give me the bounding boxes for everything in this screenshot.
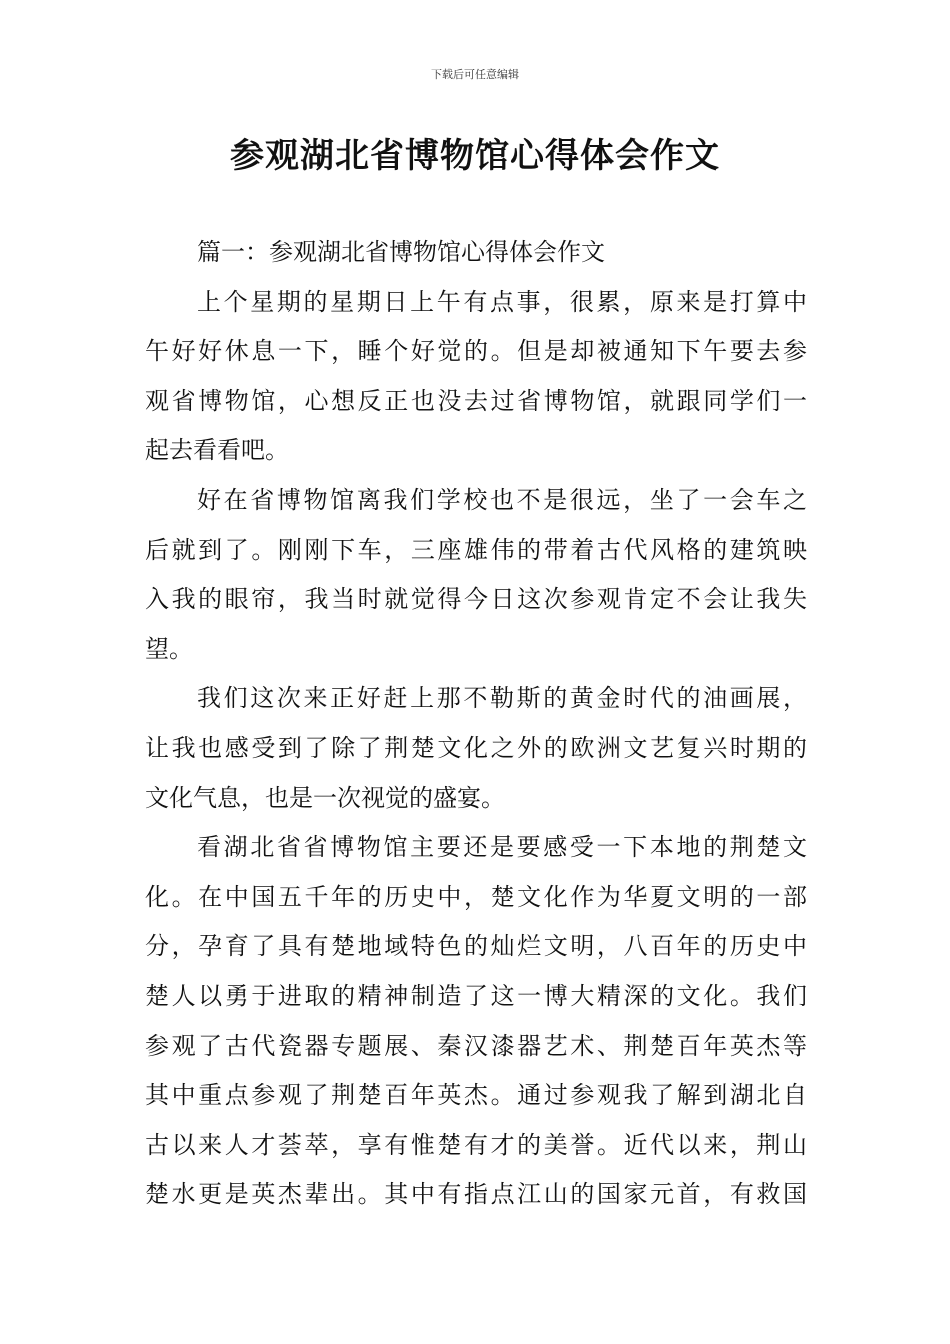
paragraph-line: 分，孕育了具有楚地域特色的灿烂文明，八百年的历史中 — [145, 932, 807, 961]
paragraph-line: 观省博物馆，心想反正也没去过省博物馆，就跟同学们一 — [145, 386, 807, 415]
paragraph-line: 起去看看吧。 — [145, 436, 289, 465]
paragraph-line: 楚人以勇于进取的精神制造了这一博大精深的文化。我们 — [145, 981, 807, 1010]
paragraph-line: 入我的眼帘，我当时就觉得今日这次参观肯定不会让我失 — [145, 585, 807, 614]
paragraph-line: 楚水更是英杰辈出。其中有指点江山的国家元首，有救国 — [145, 1180, 807, 1209]
paragraph-line: 午好好休息一下，睡个好觉的。但是却被通知下午要去参 — [145, 337, 807, 366]
paragraph-line: 上个星期的星期日上午有点事，很累，原来是打算中 — [197, 287, 807, 316]
article-body — [145, 228, 807, 1220]
paragraph-line: 后就到了。刚刚下车，三座雄伟的带着古代风格的建筑映 — [145, 535, 807, 564]
paragraph-line: 望。 — [145, 634, 193, 663]
paragraph-line: 其中重点参观了荆楚百年英杰。通过参观我了解到湖北自 — [145, 1081, 807, 1110]
paragraph-line: 让我也感受到了除了荆楚文化之外的欧洲文艺复兴时期的 — [145, 733, 807, 762]
page-title: 参观湖北省博物馆心得体会作文 — [230, 136, 720, 176]
paragraph-line: 我们这次来正好赶上那不勒斯的黄金时代的油画展， — [197, 684, 807, 713]
paragraph-line: 古以来人才荟萃，享有惟楚有才的美誉。近代以来，荆山 — [145, 1130, 807, 1159]
section-heading: 篇一：参观湖北省博物馆心得体会作文 — [197, 238, 605, 266]
paragraph-line: 参观了古代瓷器专题展、秦汉漆器艺术、荆楚百年英杰等 — [145, 1031, 807, 1060]
header-note: 下载后可任意编辑 — [431, 68, 519, 81]
paragraph-line: 文化气息，也是一次视觉的盛宴。 — [145, 783, 505, 812]
paragraph-line: 好在省博物馆离我们学校也不是很远，坐了一会车之 — [197, 485, 807, 514]
paragraph-line: 看湖北省省博物馆主要还是要感受一下本地的荆楚文 — [197, 833, 807, 862]
paragraph-line: 化。在中国五千年的历史中，楚文化作为华夏文明的一部 — [145, 882, 807, 911]
